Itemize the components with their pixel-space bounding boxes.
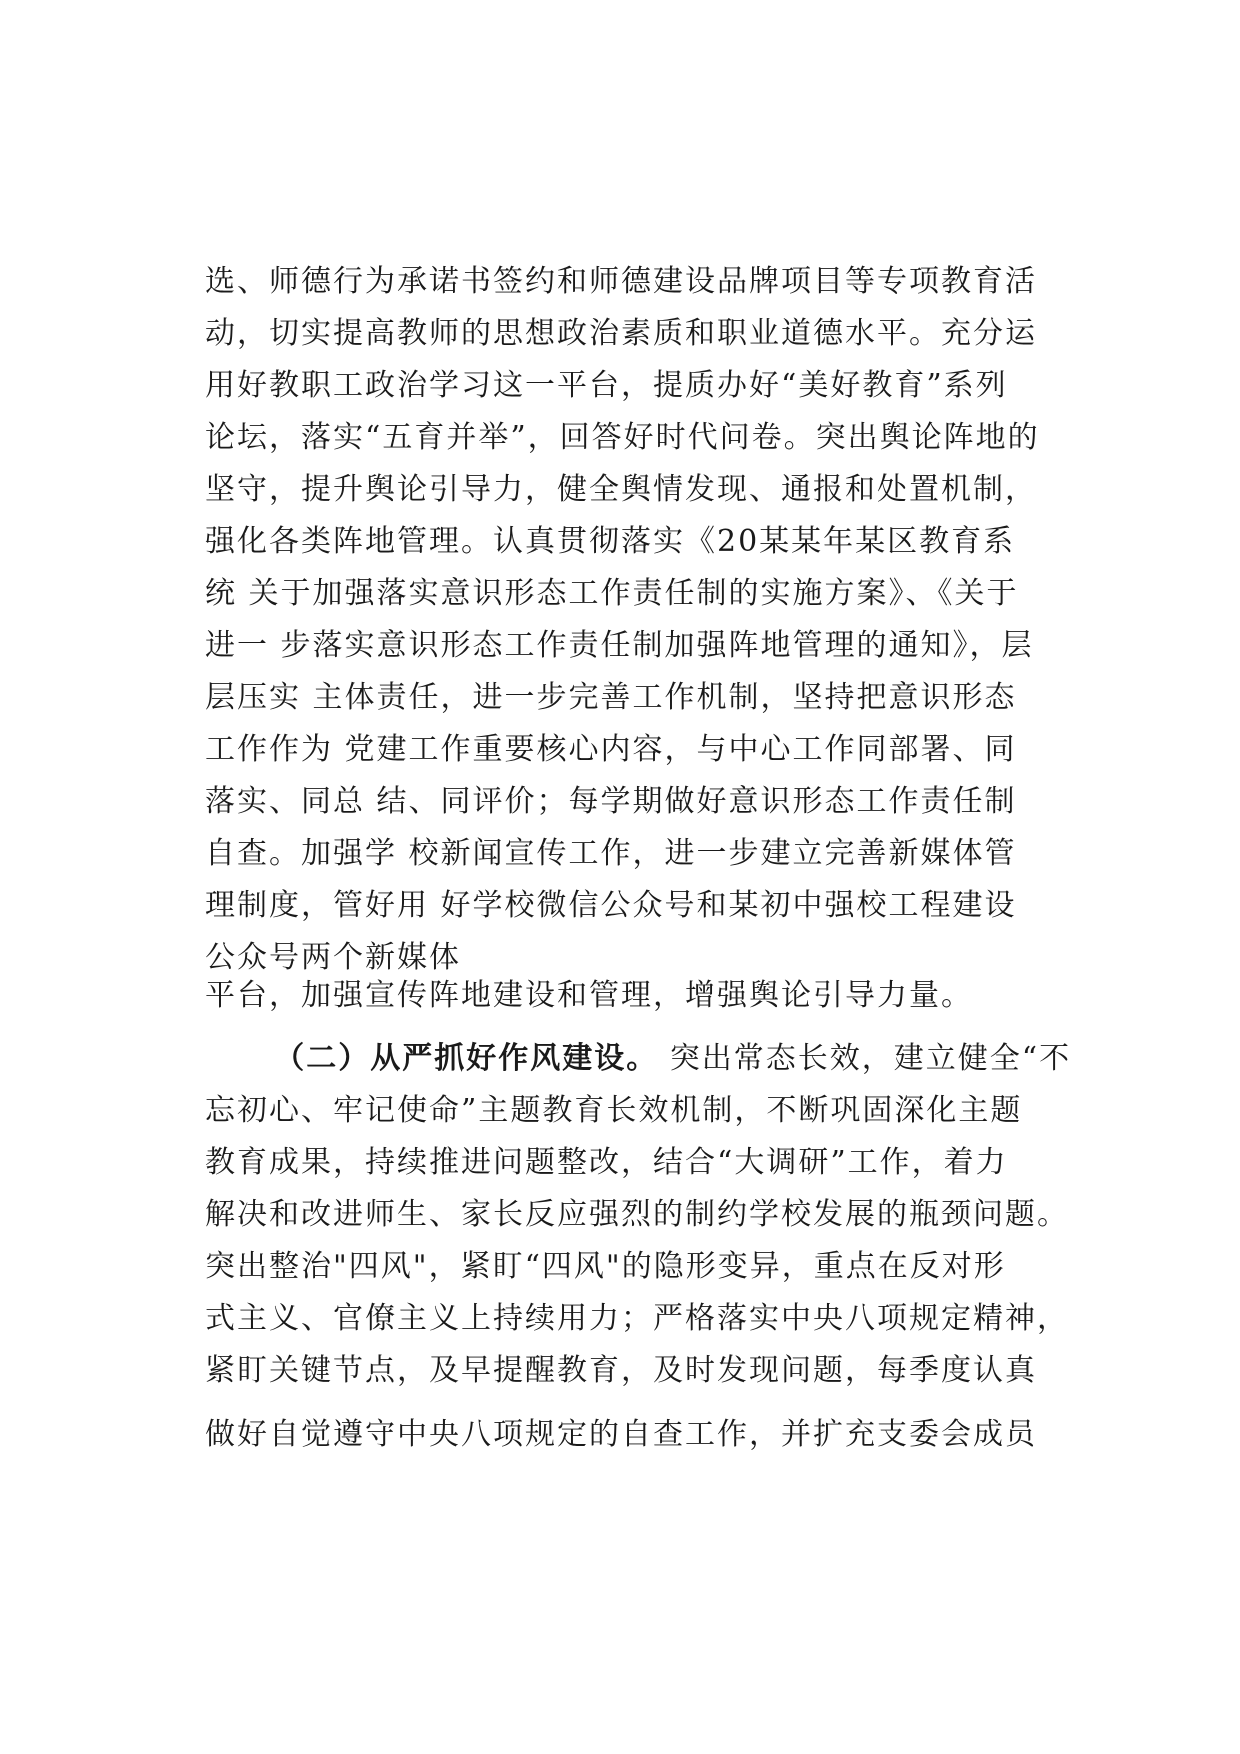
paragraph-line: 进一 步落实意识形态工作责任制加强阵地管理的通知》，层 — [205, 628, 1034, 663]
paragraph-line: 坚守，提升舆论引导力，健全舆情发现、通报和处置机制， — [205, 472, 1037, 507]
paragraph-line: 式主义、官僚主义上持续用力；严格落实中央八项规定精神， — [205, 1301, 1069, 1336]
paragraph-line: 选、师德行为承诺书签约和师德建设品牌项目等专项教育活 — [205, 264, 1037, 299]
paragraph-line: 层压实 主体责任，进一步完善工作机制，坚持把意识形态 — [205, 680, 1017, 715]
section-indent — [205, 1041, 274, 1076]
paragraph-line: 教育成果，持续推进问题整改，结合“大调研”工作，着力 — [205, 1145, 1008, 1180]
section-first-line — [205, 1033, 1085, 1085]
paragraph-line: 强化各类阵地管理。认真贯彻落实《20某某年某区教育系 — [205, 524, 1016, 559]
paragraph-line: 工作作为 党建工作重要核心内容，与中心工作同部署、同 — [205, 732, 1017, 767]
paragraph-line: 用好教职工政治学习这一平台，提质办好“美好教育”系列 — [205, 368, 1008, 403]
paragraph-line: 理制度，管好用 好学校微信公众号和某初中强校工程建设 — [205, 888, 1017, 923]
paragraph-ideology-work — [205, 256, 1085, 984]
paragraph-media-platform — [205, 970, 1085, 1022]
paragraph-line: 忘初心、牢记使命”主题教育长效机制，不断巩固深化主题 — [205, 1093, 1023, 1128]
paragraph-line: 做好自觉遵守中央八项规定的自查工作，并扩充支委会成员 — [205, 1417, 1037, 1452]
paragraph-line: 解决和改进师生、家长反应强烈的制约学校发展的瓶颈问题。 — [205, 1197, 1069, 1232]
paragraph-line: 紧盯关键节点，及早提醒教育，及时发现问题，每季度认真 — [205, 1353, 1037, 1388]
paragraph-line: 平台，加强宣传阵地建设和管理，增强舆论引导力量。 — [205, 978, 973, 1013]
paragraph-line: 动，切实提高教师的思想政治素质和职业道德水平。充分运 — [205, 316, 1037, 351]
paragraph-line: 自查。加强学 校新闻宣传工作，进一步建立完善新媒体管 — [205, 836, 1017, 871]
section-heading: （二）从严抓好作风建设。 — [274, 1041, 659, 1076]
paragraph-line: 论坛，落实“五育并举”，回答好时代问卷。突出舆论阵地的 — [205, 420, 1040, 455]
paragraph-line: 落实、同总 结、同评价；每学期做好意识形态工作责任制 — [205, 784, 1017, 819]
section-work-style — [205, 1033, 1085, 1461]
section-heading-followup: 突出常态长效，建立健全“不 — [658, 1041, 1072, 1076]
paragraph-line: 公众号两个新媒体 — [205, 940, 461, 975]
paragraph-line: 统 关于加强落实意识形态工作责任制的实施方案》、《关于 — [205, 576, 1019, 611]
paragraph-line: 突出整治"四风"，紧盯“四风"的隐形变异，重点在反对形 — [205, 1249, 1006, 1284]
